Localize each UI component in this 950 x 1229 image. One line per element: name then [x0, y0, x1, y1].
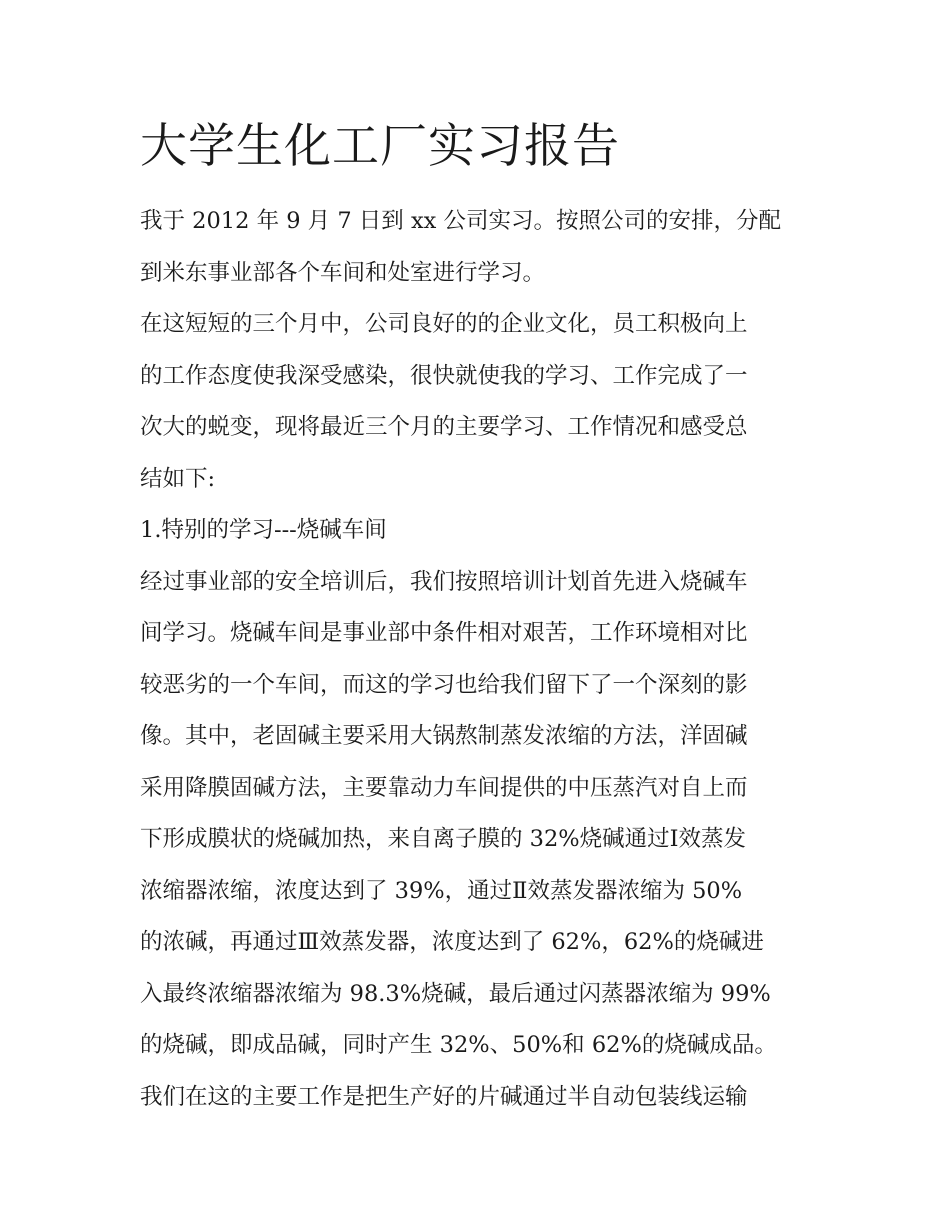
- text-line: 的烧碱，即成品碱，同时产生 32%、50%和 62%的烧碱成品。: [140, 1032, 777, 1058]
- text-line: 经过事业部的安全培训后，我们按照培训计划首先进入烧碱车: [140, 568, 748, 595]
- text-line: 的浓碱，再通过Ⅲ效蒸发器，浓度达到了 62%，62%的烧碱进: [140, 929, 764, 955]
- document-title: 大学生化工厂实习报告: [140, 119, 620, 174]
- document-body: [140, 112, 815, 1123]
- text-line: 我于 2012 年 9 月 7 日到 xx 公司实习。按照公司的安排，分配: [140, 208, 781, 234]
- text-line: 在这短短的三个月中，公司良好的的企业文化，员工积极向上: [140, 311, 748, 337]
- text-line: 到米东事业部各个车间和处室进行学习。: [140, 259, 546, 286]
- text-line: 浓缩器浓缩，浓度达到了 39%，通过Ⅱ效蒸发器浓缩为 50%: [140, 877, 743, 904]
- text-line: 入最终浓缩器浓缩为 98.3%烧碱，最后通过闪蒸器浓缩为 99%: [140, 980, 771, 1007]
- text-line: 采用降膜固碱方法，主要靠动力车间提供的中压蒸汽对自上而: [140, 774, 748, 801]
- text-line: 次大的蜕变，现将最近三个月的主要学习、工作情况和感受总: [140, 414, 748, 440]
- text-line: 像。其中，老固碱主要采用大锅熬制蒸发浓缩的方法，洋固碱: [140, 723, 748, 749]
- text-line: 我们在这的主要工作是把生产好的片碱通过半自动包装线运输: [140, 1083, 748, 1110]
- text-line: 的工作态度使我深受感染，很快就使我的学习、工作完成了一: [140, 362, 748, 389]
- text-line: 间学习。烧碱车间是事业部中条件相对艰苦，工作环境相对比: [140, 620, 748, 646]
- text-line: 较恶劣的一个车间，而这的学习也给我们留下了一个深刻的影: [140, 671, 748, 698]
- text-line: 结如下:: [140, 465, 216, 492]
- section-heading: 1.特别的学习---烧碱车间: [140, 517, 387, 543]
- text-line: 下形成膜状的烧碱加热，来自离子膜的 32%烧碱通过Ⅰ效蒸发: [140, 826, 747, 852]
